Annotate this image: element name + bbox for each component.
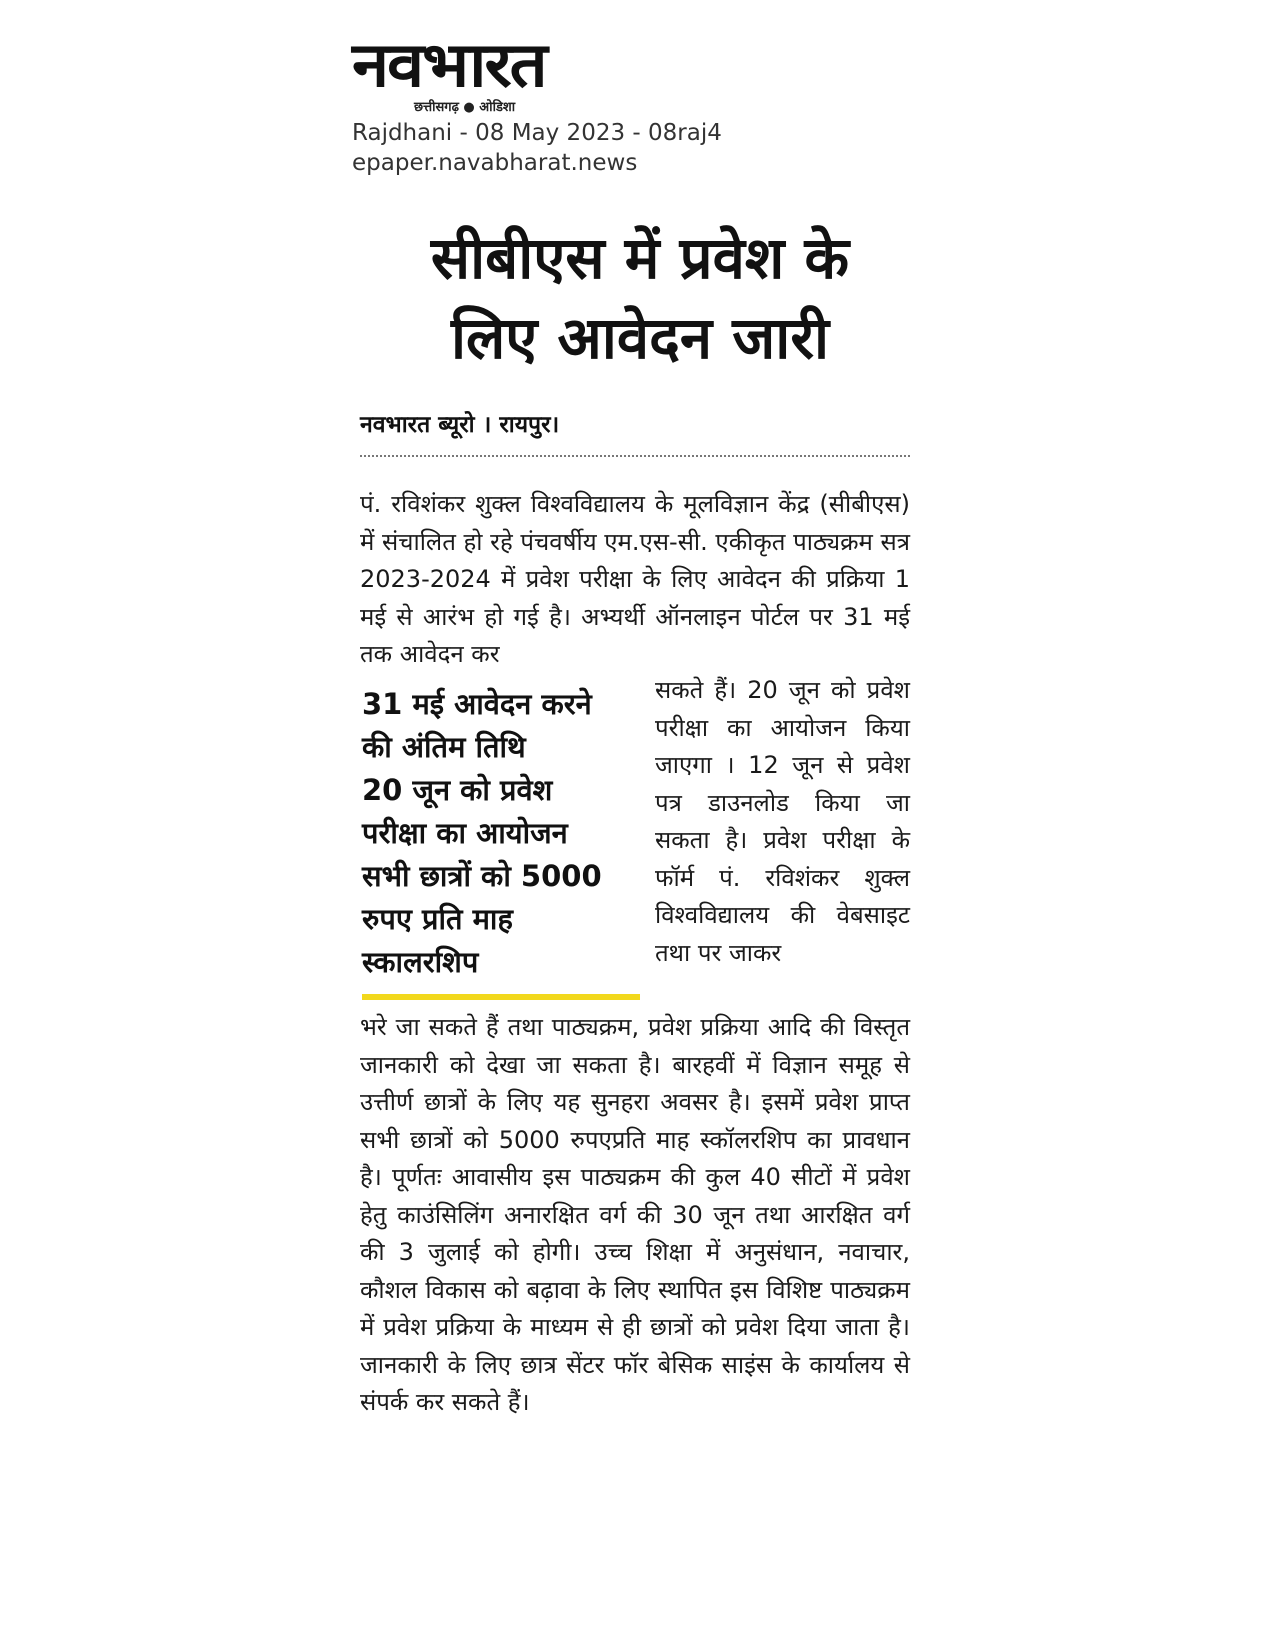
masthead <box>352 30 662 125</box>
edition-info <box>352 118 722 178</box>
epaper-site: epaper.navabharat.news <box>352 150 638 176</box>
newspaper-logo: नवभारत <box>352 28 546 101</box>
pull-quote-line: सभी छात्रों को 5000 <box>362 859 602 893</box>
article-paragraph-top: पं. रविशंकर शुक्ल विश्वविद्यालय के मूलविज्ञान केंद्र (सीबीएस) में संचालित हो रहे पंचवर्षीय एम.एस-सी. एकीकृत पाठ्यक्रम सत्र 2023-2024 में प्रवेश परीक्षा के लिए आवेदन की प्रक्रिया 1 मई से आरंभ हो गई है। अभ्यर्थी ऑनलाइन पोर्टल पर 31 मई तक आवेदन कर <box>360 490 910 668</box>
pull-quote-line: 31 मई आवेदन करने <box>362 687 592 721</box>
byline-divider <box>360 455 910 457</box>
pull-quote-line: परीक्षा का आयोजन <box>362 816 568 850</box>
edition-line: Rajdhani - 08 May 2023 - 08raj4 <box>352 120 722 146</box>
byline: नवभारत ब्यूरो । रायपुर। <box>360 412 560 438</box>
pull-quote <box>362 683 642 984</box>
pull-quote-line: 20 जून को प्रवेश <box>362 773 553 807</box>
headline-line-2: लिए आवेदन जारी <box>450 304 830 372</box>
article-paragraph-bottom: भरे जा सकते हैं तथा पाठ्यक्रम, प्रवेश प्रक्रिया आदि की विस्तृत जानकारी को देखा जा सकता है। बारहवीं में विज्ञान समूह से उत्तीर्ण छात्रों के लिए यह सुनहरा अवसर है। इसमें प्रवेश प्राप्त सभी छात्रों को 5000 रुपएप्रति माह स्कॉलरशिप का प्रावधान है। पूर्णतः आवासीय इस पाठ्यक्रम की कुल 40 सीटों में प्रवेश हेतु काउंसिलिंग अनारक्षित वर्ग की 30 जून तथा आरक्षित वर्ग की 3 जुलाई को होगी। उच्च शिक्षा में अनुसंधान, नवाचार, कौशल विकास को बढ़ावा के लिए स्थापित इस विशिष्ट पाठ्यक्रम में प्रवेश प्रक्रिया के माध्यम से ही छात्रों को प्रवेश दिया जाता है। जानकारी के लिए छात्र सेंटर फॉर बेसिक साइंस के कार्यालय से संपर्क कर सकते हैं। <box>360 1013 910 1416</box>
pull-quote-line: स्कालरशिप <box>362 945 479 979</box>
pull-quote-accent-rule <box>362 994 640 1000</box>
article-headline <box>360 218 920 378</box>
article-paragraph-column: सकते हैं। 20 जून को प्रवेश परीक्षा का आयोजन किया जाएगा । 12 जून से प्रवेश पत्र डाउनलोड किया जा सकता है। प्रवेश परीक्षा के फॉर्म पं. रविशंकर शुक्ल विश्वविद्यालय की वेबसाइट तथा पर जाकर <box>655 676 910 967</box>
pull-quote-line: रुपए प्रति माह <box>362 902 513 936</box>
headline-line-1: सीबीएस में प्रवेश के <box>430 224 850 292</box>
logo-subtitle: छत्तीसगढ़ ● ओडिशा <box>414 100 516 115</box>
pull-quote-line: की अंतिम तिथि <box>362 730 526 764</box>
